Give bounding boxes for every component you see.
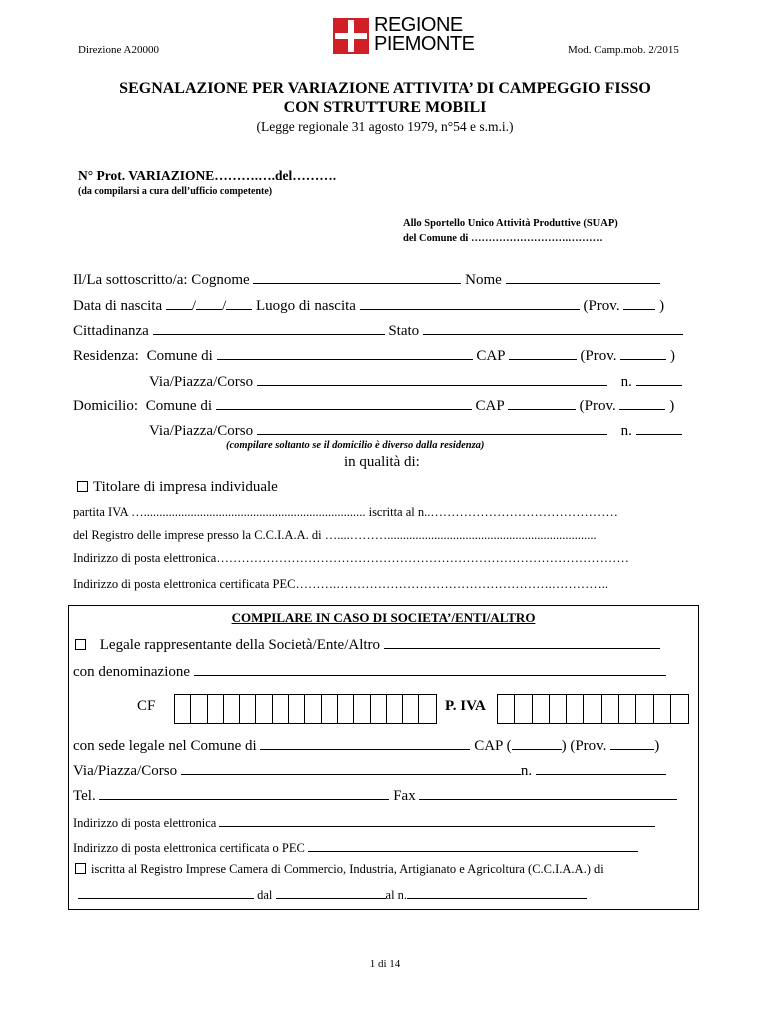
residenza-cap-label: CAP xyxy=(476,348,505,364)
residenza-prov-field[interactable] xyxy=(620,347,666,360)
domicilio-comune-label: Comune di xyxy=(145,398,212,414)
tel-label: Tel. xyxy=(73,788,96,804)
luogo-nascita-label: Luogo di nascita xyxy=(255,298,356,314)
fax-field[interactable] xyxy=(419,787,677,800)
sede-prov-field[interactable] xyxy=(610,737,654,750)
department-code: Direzione A20000 xyxy=(78,44,159,56)
piva-box[interactable] xyxy=(671,695,687,723)
legale-checkbox[interactable] xyxy=(75,639,86,650)
piva-label: P. IVA xyxy=(445,698,486,714)
titolare-checkbox[interactable] xyxy=(77,481,88,492)
domicilio-cap-field[interactable] xyxy=(508,397,576,410)
region-logo xyxy=(333,18,369,59)
company-email-field[interactable] xyxy=(219,814,655,827)
nome-field[interactable] xyxy=(506,271,660,284)
sede-label: con sede legale nel Comune di xyxy=(73,738,257,754)
piva-box[interactable] xyxy=(498,695,515,723)
residenza-prov-label: (Prov. xyxy=(580,348,617,364)
prov-nascita-field[interactable] xyxy=(623,297,655,310)
piva-box[interactable] xyxy=(550,695,567,723)
residenza-via-label: Via/Piazza/Corso xyxy=(149,374,254,390)
birth-day-field[interactable] xyxy=(166,297,192,310)
suap-addressee: Allo Sportello Unico Attività Produttive (SUAP) xyxy=(403,218,618,229)
titolare-option[interactable] xyxy=(77,479,278,496)
al-n-label: al n. xyxy=(385,888,408,902)
cf-label: CF xyxy=(137,698,156,714)
row-cciaa-details xyxy=(78,886,587,903)
denominazione-field[interactable] xyxy=(194,663,666,676)
cf-box[interactable] xyxy=(175,695,191,723)
row-company-pec xyxy=(73,839,638,856)
row-cognome-nome xyxy=(73,271,660,289)
residenza-n-field[interactable] xyxy=(636,373,682,386)
cittadinanza-label: Cittadinanza xyxy=(73,323,149,339)
cf-box[interactable] xyxy=(387,695,403,723)
sede-comune-field[interactable] xyxy=(260,737,470,750)
iscritta-label: iscritta al Registro Imprese Camera di Commercio, Industria, Artigianato e Agricoltura (C.C.I.A.A.) di xyxy=(91,862,604,876)
cf-box[interactable] xyxy=(208,695,224,723)
dal-field[interactable] xyxy=(276,886,386,899)
qualita-heading: in qualità di: xyxy=(344,454,420,470)
cf-box[interactable] xyxy=(338,695,354,723)
cf-box[interactable] xyxy=(240,695,256,723)
birth-year-field[interactable] xyxy=(226,297,252,310)
domicilio-via-field[interactable] xyxy=(257,422,607,435)
prov-label: (Prov. xyxy=(583,298,620,314)
cf-box[interactable] xyxy=(403,695,419,723)
protocol-note: (da compilarsi a cura dell’ufficio competente) xyxy=(78,186,273,197)
law-reference: (Legge regionale 31 agosto 1979, n°54 e s.m.i.) xyxy=(256,119,514,134)
cittadinanza-field[interactable] xyxy=(153,322,385,335)
residenza-comune-label: Comune di xyxy=(146,348,213,364)
page-number: 1 di 14 xyxy=(369,958,401,970)
residenza-label: Residenza: xyxy=(73,348,139,364)
piva-box[interactable] xyxy=(567,695,584,723)
piva-box[interactable] xyxy=(515,695,532,723)
birth-month-field[interactable] xyxy=(196,297,222,310)
row-residenza-via xyxy=(149,373,682,391)
cf-box[interactable] xyxy=(354,695,370,723)
protocol-number-field[interactable]: N° Prot. VARIAZIONE……….….del………. xyxy=(78,168,337,183)
cciaa-di-field[interactable] xyxy=(78,886,254,899)
residenza-comune-field[interactable] xyxy=(217,347,473,360)
row-cittadinanza xyxy=(73,322,683,340)
prov-close: ) xyxy=(659,298,665,314)
residenza-cap-field[interactable] xyxy=(509,347,577,360)
row-domicilio-comune xyxy=(73,397,674,415)
al-n-field[interactable] xyxy=(407,886,587,899)
stato-label: Stato xyxy=(388,323,420,339)
data-nascita-label: Data di nascita xyxy=(73,298,163,314)
domicilio-n-field[interactable] xyxy=(636,422,682,435)
piva-box[interactable] xyxy=(654,695,671,723)
row-company-email xyxy=(73,814,655,831)
form-title-line1: SEGNALAZIONE PER VARIAZIONE ATTIVITA’ DI CAMPEGGIO FISSO xyxy=(119,80,651,97)
nome-label: Nome xyxy=(465,272,502,288)
domicilio-note: (compilare soltanto se il domicilio è diverso dalla residenza) xyxy=(226,440,485,451)
cognome-label: Il/La sottoscritto/a: Cognome xyxy=(73,272,250,288)
cf-box[interactable] xyxy=(371,695,387,723)
cf-box[interactable] xyxy=(256,695,272,723)
piva-box[interactable] xyxy=(584,695,601,723)
iscritta-checkbox[interactable] xyxy=(75,863,86,874)
tel-field[interactable] xyxy=(99,787,389,800)
legale-field[interactable] xyxy=(384,636,660,649)
titolare-label: Titolare di impresa individuale xyxy=(93,479,278,495)
legale-label: Legale rappresentante della Società/Ente/Altro xyxy=(99,637,381,653)
pec-field[interactable]: Indirizzo di posta elettronica certificata PEC……….…………………………………………….………….. xyxy=(73,577,608,591)
cognome-field[interactable] xyxy=(253,271,461,284)
row-residenza-comune xyxy=(73,347,675,365)
form-title-line2: CON STRUTTURE MOBILI xyxy=(283,99,487,116)
sede-n-field[interactable] xyxy=(536,762,666,775)
sede-cap-label: CAP ( xyxy=(474,738,512,754)
registro-cciaa-field[interactable]: del Registro delle imprese presso la C.C.I.A.A. di …....………................................................................... xyxy=(73,528,597,542)
dal-label: dal xyxy=(257,888,273,902)
cf-boxes[interactable] xyxy=(174,694,437,724)
fax-label: Fax xyxy=(393,788,416,804)
cf-box[interactable] xyxy=(224,695,240,723)
cf-box[interactable] xyxy=(191,695,207,723)
residenza-n-label: n. xyxy=(620,374,632,390)
piva-box[interactable] xyxy=(533,695,550,723)
row-domicilio-via xyxy=(149,422,682,440)
stato-field[interactable] xyxy=(423,322,683,335)
row-denominazione xyxy=(73,663,666,681)
company-email-label: Indirizzo di posta elettronica xyxy=(73,816,217,830)
company-section-heading: COMPILARE IN CASO DI SOCIETA’/ENTI/ALTRO xyxy=(231,610,536,625)
region-flag-icon xyxy=(333,18,369,54)
domicilio-prov-label: (Prov. xyxy=(579,398,616,414)
domicilio-n-label: n. xyxy=(620,423,632,439)
email-field[interactable]: Indirizzo di posta elettronica……………………………………………………………………………………… xyxy=(73,551,629,565)
cf-box[interactable] xyxy=(289,695,305,723)
piva-iscrizione-field[interactable]: partita IVA …....................................................................... iscritta al n..……………………………………… xyxy=(73,505,618,519)
row-iscritta-cciaa[interactable] xyxy=(75,862,604,877)
sede-via-field[interactable] xyxy=(181,762,521,775)
row-tel-fax xyxy=(73,787,677,805)
domicilio-label: Domicilio: xyxy=(73,398,138,414)
region-logo-text xyxy=(374,16,474,54)
row-legale xyxy=(75,636,660,654)
domicilio-via-label: Via/Piazza/Corso xyxy=(149,423,254,439)
cf-box[interactable] xyxy=(322,695,338,723)
row-sede xyxy=(73,737,659,755)
row-sede-via xyxy=(73,762,666,780)
cf-box[interactable] xyxy=(273,695,289,723)
form-model-code: Mod. Camp.mob. 2/2015 xyxy=(568,44,679,56)
row-nascita: Data di nascita / / Luogo di nascita (Prov. ) xyxy=(73,298,665,314)
piva-box[interactable] xyxy=(602,695,619,723)
sede-prov-label: ) (Prov. xyxy=(561,738,607,754)
cf-box[interactable] xyxy=(419,695,434,723)
company-pec-field[interactable] xyxy=(308,839,638,852)
logo-line-regione: REGIONE xyxy=(374,14,463,36)
piva-box[interactable] xyxy=(636,695,653,723)
domicilio-cap-label: CAP xyxy=(475,398,505,414)
sede-n-label: n. xyxy=(520,763,533,779)
cf-box[interactable] xyxy=(305,695,321,723)
piva-box[interactable] xyxy=(619,695,636,723)
suap-comune-field[interactable]: del Comune di ……………………….………. xyxy=(403,233,603,244)
domicilio-prov-field[interactable] xyxy=(619,397,665,410)
logo-line-piemonte: PIEMONTE xyxy=(374,33,475,55)
residenza-via-field[interactable] xyxy=(257,373,607,386)
denominazione-label: con denominazione xyxy=(73,664,191,680)
sede-cap-field[interactable] xyxy=(512,737,562,750)
domicilio-prov-close: ) xyxy=(669,398,675,414)
sede-prov-close: ) xyxy=(654,738,660,754)
luogo-nascita-field[interactable] xyxy=(360,297,580,310)
domicilio-comune-field[interactable] xyxy=(216,397,472,410)
company-pec-label: Indirizzo di posta elettronica certificata o PEC xyxy=(73,841,305,855)
piva-boxes[interactable] xyxy=(497,694,689,724)
residenza-prov-close: ) xyxy=(670,348,676,364)
sede-via-label: Via/Piazza/Corso xyxy=(73,763,178,779)
